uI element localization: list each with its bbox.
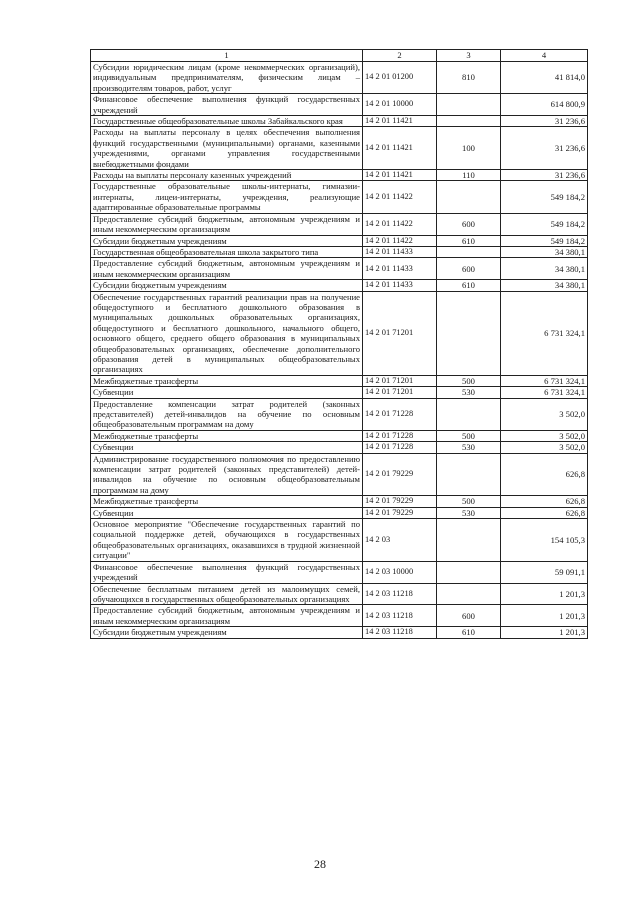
row-name-cell: Субсидии бюджетным учреждениям bbox=[91, 280, 363, 291]
row-amount-cell: 549 184,2 bbox=[501, 181, 588, 213]
row-code-cell: 14 2 01 11433 bbox=[363, 280, 437, 291]
row-name-cell: Предоставление компенсации затрат родителей (законных представителей) детей-инвалидов на обучение по основным общеобразовательным программам на дому bbox=[91, 398, 363, 430]
row-amount-cell: 614 800,9 bbox=[501, 94, 588, 116]
row-name-cell: Государственная общеобразовательная школа закрытого типа bbox=[91, 246, 363, 257]
table-row bbox=[91, 442, 588, 453]
row-expense-type-cell bbox=[437, 291, 501, 375]
row-expense-type-cell bbox=[437, 561, 501, 583]
row-code-cell: 14 2 01 71201 bbox=[363, 387, 437, 398]
row-name-cell: Обеспечение государственных гарантий реализации прав на получение общедоступного и бесплатного дошкольного образования в муниципальных дошкольных образовательных организациях, общедоступного и бесплатного дошкольного, начального общего, основного общего, среднего общего образования в муниципальных общеобразовательных организациях, обеспечение дополнительного образования детей в муниципальных общеобразовательных организациях bbox=[91, 291, 363, 375]
row-amount-cell: 31 236,6 bbox=[501, 127, 588, 170]
row-expense-type-cell: 610 bbox=[437, 280, 501, 291]
row-name-cell: Субвенции bbox=[91, 442, 363, 453]
row-code-cell: 14 2 03 11218 bbox=[363, 605, 437, 627]
row-name-cell: Субсидии бюджетным учреждениям bbox=[91, 235, 363, 246]
row-expense-type-cell bbox=[437, 519, 501, 562]
row-amount-cell: 31 236,6 bbox=[501, 116, 588, 127]
table-row bbox=[91, 170, 588, 181]
row-amount-cell: 3 502,0 bbox=[501, 398, 588, 430]
row-name-cell: Предоставление субсидий бюджетным, автономным учреждениям и иным некоммерческим организациям bbox=[91, 213, 363, 235]
row-amount-cell: 1 201,3 bbox=[501, 605, 588, 627]
row-code-cell: 14 2 01 11421 bbox=[363, 116, 437, 127]
row-amount-cell: 6 731 324,1 bbox=[501, 291, 588, 375]
row-expense-type-cell: 600 bbox=[437, 258, 501, 280]
row-code-cell: 14 2 01 11422 bbox=[363, 235, 437, 246]
row-expense-type-cell: 500 bbox=[437, 430, 501, 441]
row-expense-type-cell bbox=[437, 453, 501, 496]
row-name-cell: Администрирование государственного полномочия по предоставлению компенсации затрат родителей (законных представителей) детей-инвалидов на обучение по основным общеобразовательным программам на дому bbox=[91, 453, 363, 496]
row-code-cell: 14 2 01 71228 bbox=[363, 398, 437, 430]
table-row bbox=[91, 375, 588, 386]
row-code-cell: 14 2 01 71228 bbox=[363, 430, 437, 441]
table-row bbox=[91, 583, 588, 605]
row-code-cell: 14 2 03 11218 bbox=[363, 627, 437, 638]
row-amount-cell: 626,8 bbox=[501, 507, 588, 518]
row-code-cell: 14 2 01 71228 bbox=[363, 442, 437, 453]
row-expense-type-cell: 110 bbox=[437, 170, 501, 181]
table-row bbox=[91, 94, 588, 116]
row-name-cell: Субвенции bbox=[91, 507, 363, 518]
row-name-cell: Финансовое обеспечение выполнения функций государственных учреждений bbox=[91, 561, 363, 583]
table-row bbox=[91, 387, 588, 398]
row-expense-type-cell: 610 bbox=[437, 235, 501, 246]
row-expense-type-cell bbox=[437, 398, 501, 430]
row-code-cell: 14 2 03 10000 bbox=[363, 561, 437, 583]
row-code-cell: 14 2 01 79229 bbox=[363, 453, 437, 496]
row-amount-cell: 34 380,1 bbox=[501, 280, 588, 291]
table-row bbox=[91, 62, 588, 94]
table-body bbox=[91, 62, 588, 639]
row-amount-cell: 549 184,2 bbox=[501, 213, 588, 235]
row-amount-cell: 6 731 324,1 bbox=[501, 375, 588, 386]
row-expense-type-cell bbox=[437, 246, 501, 257]
row-amount-cell: 1 201,3 bbox=[501, 583, 588, 605]
row-name-cell: Расходы на выплаты персоналу казенных учреждений bbox=[91, 170, 363, 181]
table-row bbox=[91, 246, 588, 257]
row-amount-cell: 626,8 bbox=[501, 453, 588, 496]
row-code-cell: 14 2 01 11421 bbox=[363, 170, 437, 181]
row-expense-type-cell: 600 bbox=[437, 605, 501, 627]
table-row bbox=[91, 181, 588, 213]
row-name-cell: Межбюджетные трансферты bbox=[91, 430, 363, 441]
column-header-expense-type: 3 bbox=[437, 50, 501, 62]
row-name-cell: Субвенции bbox=[91, 387, 363, 398]
row-name-cell: Межбюджетные трансферты bbox=[91, 496, 363, 507]
row-expense-type-cell: 810 bbox=[437, 62, 501, 94]
row-expense-type-cell bbox=[437, 181, 501, 213]
table-row bbox=[91, 561, 588, 583]
row-code-cell: 14 2 03 11218 bbox=[363, 583, 437, 605]
table-row bbox=[91, 627, 588, 638]
row-code-cell: 14 2 01 11433 bbox=[363, 258, 437, 280]
row-amount-cell: 3 502,0 bbox=[501, 442, 588, 453]
row-code-cell: 14 2 01 79229 bbox=[363, 507, 437, 518]
table-row bbox=[91, 258, 588, 280]
row-expense-type-cell: 530 bbox=[437, 387, 501, 398]
row-name-cell: Межбюджетные трансферты bbox=[91, 375, 363, 386]
row-expense-type-cell: 530 bbox=[437, 442, 501, 453]
row-expense-type-cell: 100 bbox=[437, 127, 501, 170]
table-row bbox=[91, 213, 588, 235]
row-name-cell: Финансовое обеспечение выполнения функций государственных учреждений bbox=[91, 94, 363, 116]
row-code-cell: 14 2 03 bbox=[363, 519, 437, 562]
row-name-cell: Предоставление субсидий бюджетным, автономным учреждениям и иным некоммерческим организациям bbox=[91, 258, 363, 280]
table-row bbox=[91, 430, 588, 441]
table-row bbox=[91, 507, 588, 518]
row-amount-cell: 1 201,3 bbox=[501, 627, 588, 638]
row-code-cell: 14 2 01 71201 bbox=[363, 375, 437, 386]
row-code-cell: 14 2 01 10000 bbox=[363, 94, 437, 116]
row-amount-cell: 31 236,6 bbox=[501, 170, 588, 181]
table-header-row bbox=[91, 50, 588, 62]
row-amount-cell: 626,8 bbox=[501, 496, 588, 507]
row-code-cell: 14 2 01 71201 bbox=[363, 291, 437, 375]
column-header-code: 2 bbox=[363, 50, 437, 62]
table-row bbox=[91, 116, 588, 127]
row-expense-type-cell: 500 bbox=[437, 375, 501, 386]
page-number: 28 bbox=[314, 857, 326, 871]
table-row bbox=[91, 127, 588, 170]
row-amount-cell: 59 091,1 bbox=[501, 561, 588, 583]
table-row bbox=[91, 453, 588, 496]
row-name-cell: Основное мероприятие "Обеспечение государственных гарантий по социальной поддержке детей, обучающихся в государственных общеобразовательных организациях, оказавшихся в трудной жизненной ситуации" bbox=[91, 519, 363, 562]
table-row bbox=[91, 280, 588, 291]
row-name-cell: Обеспечение бесплатным питанием детей из малоимущих семей, обучающихся в государственных общеобразовательных организациях bbox=[91, 583, 363, 605]
row-code-cell: 14 2 01 01200 bbox=[363, 62, 437, 94]
row-expense-type-cell: 530 bbox=[437, 507, 501, 518]
column-header-name: 1 bbox=[91, 50, 363, 62]
row-expense-type-cell: 500 bbox=[437, 496, 501, 507]
row-amount-cell: 34 380,1 bbox=[501, 258, 588, 280]
row-code-cell: 14 2 01 11422 bbox=[363, 181, 437, 213]
row-expense-type-cell: 610 bbox=[437, 627, 501, 638]
row-code-cell: 14 2 01 11422 bbox=[363, 213, 437, 235]
table-row bbox=[91, 519, 588, 562]
row-name-cell: Субсидии бюджетным учреждениям bbox=[91, 627, 363, 638]
row-expense-type-cell bbox=[437, 116, 501, 127]
row-amount-cell: 41 814,0 bbox=[501, 62, 588, 94]
row-amount-cell: 3 502,0 bbox=[501, 430, 588, 441]
table-row bbox=[91, 605, 588, 627]
row-name-cell: Субсидии юридическим лицам (кроме некоммерческих организаций), индивидуальным предпринимателям, физическим лицам – производителям товаров, работ, услуг bbox=[91, 62, 363, 94]
table-row bbox=[91, 496, 588, 507]
row-code-cell: 14 2 01 11421 bbox=[363, 127, 437, 170]
row-amount-cell: 34 380,1 bbox=[501, 246, 588, 257]
row-expense-type-cell bbox=[437, 583, 501, 605]
row-amount-cell: 154 105,3 bbox=[501, 519, 588, 562]
table-row bbox=[91, 291, 588, 375]
row-name-cell: Государственные общеобразовательные школы Забайкальского края bbox=[91, 116, 363, 127]
row-code-cell: 14 2 01 79229 bbox=[363, 496, 437, 507]
row-name-cell: Расходы на выплаты персоналу в целях обеспечения выполнения функций государственными (муниципальными) органами, казенными учреждениями, органами управления государственными внебюджетными фондами bbox=[91, 127, 363, 170]
table-row bbox=[91, 235, 588, 246]
column-header-amount: 4 bbox=[501, 50, 588, 62]
row-name-cell: Государственные образовательные школы-интернаты, гимназии-интернаты, лицеи-интернаты, учреждения, реализующие адаптированные образовательные программы bbox=[91, 181, 363, 213]
row-name-cell: Предоставление субсидий бюджетным, автономным учреждениям и иным некоммерческим организациям bbox=[91, 605, 363, 627]
row-code-cell: 14 2 01 11433 bbox=[363, 246, 437, 257]
table-row bbox=[91, 398, 588, 430]
row-expense-type-cell: 600 bbox=[437, 213, 501, 235]
row-expense-type-cell bbox=[437, 94, 501, 116]
budget-table bbox=[90, 49, 588, 639]
row-amount-cell: 549 184,2 bbox=[501, 235, 588, 246]
row-amount-cell: 6 731 324,1 bbox=[501, 387, 588, 398]
